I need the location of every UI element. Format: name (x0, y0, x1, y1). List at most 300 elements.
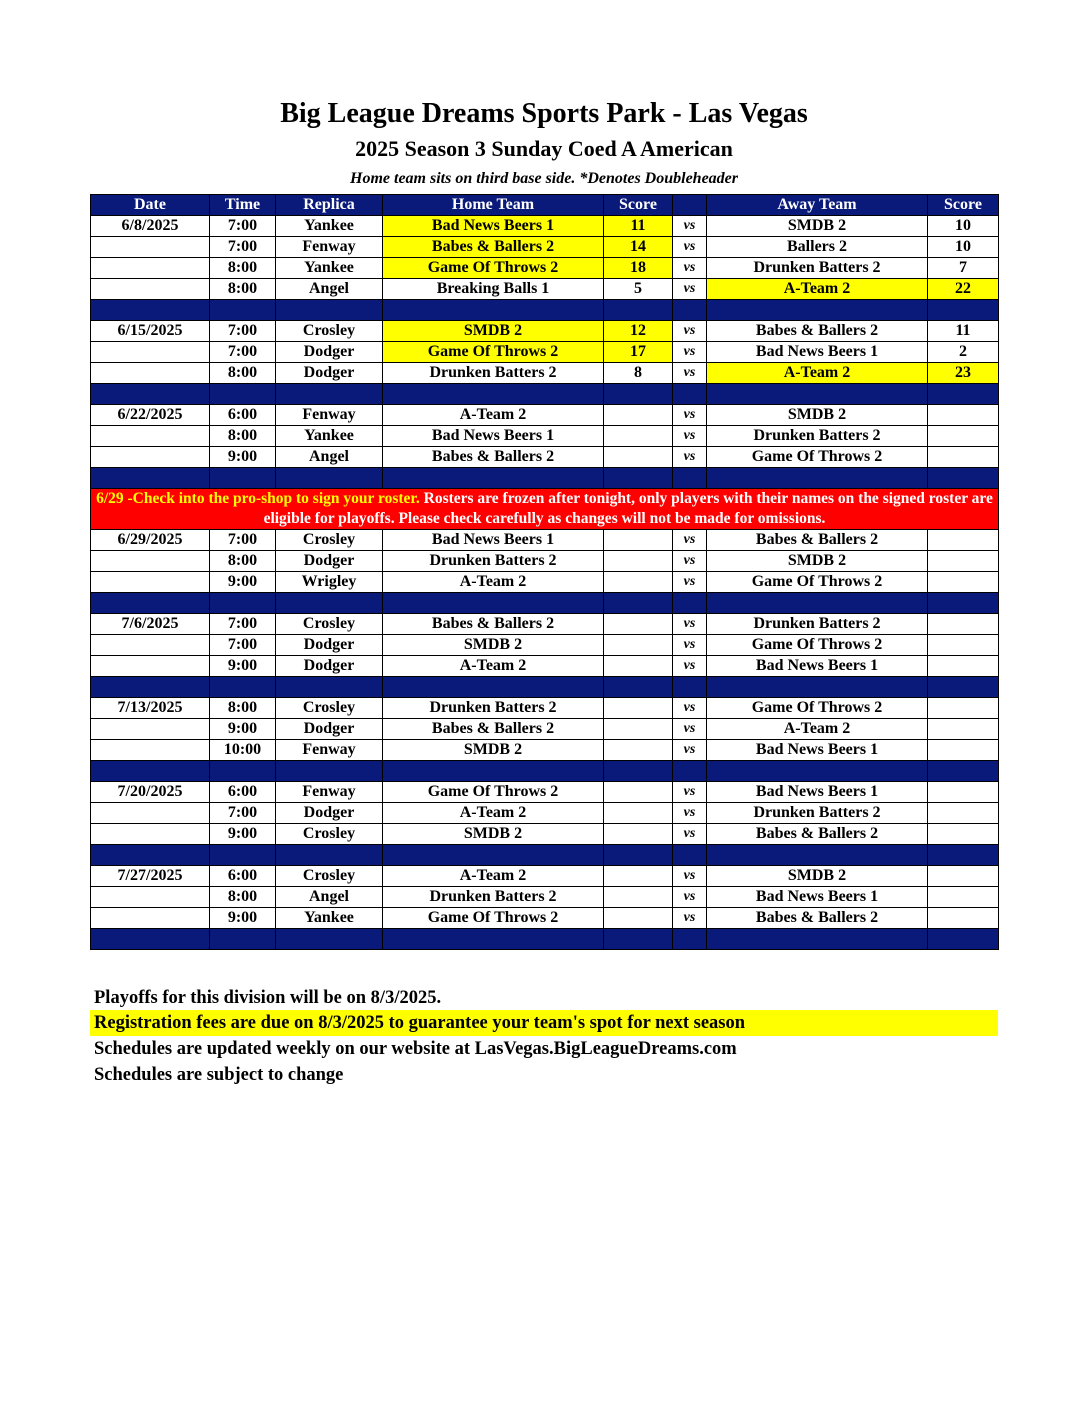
separator-cell (91, 468, 210, 489)
vs-cell: vs (673, 363, 707, 384)
game-row (91, 216, 999, 237)
separator-cell (673, 468, 707, 489)
field-cell: Crosley (276, 530, 383, 551)
away-team-cell: A-Team 2 (707, 279, 928, 300)
away-team-cell: SMDB 2 (707, 551, 928, 572)
home-score-cell (604, 782, 673, 803)
home-team-cell: Babes & Ballers 2 (383, 447, 604, 468)
vs-cell: vs (673, 782, 707, 803)
vs-cell: vs (673, 551, 707, 572)
away-team-cell: Drunken Batters 2 (707, 614, 928, 635)
time-cell: 7:00 (210, 216, 276, 237)
game-row (91, 698, 999, 719)
vs-cell: vs (673, 405, 707, 426)
date-cell: 7/13/2025 (91, 698, 210, 719)
away-team-cell: Bad News Beers 1 (707, 887, 928, 908)
separator-cell (383, 384, 604, 405)
time-cell: 9:00 (210, 719, 276, 740)
time-cell: 7:00 (210, 237, 276, 258)
game-row (91, 363, 999, 384)
game-row (91, 782, 999, 803)
time-cell: 8:00 (210, 698, 276, 719)
separator-cell (276, 929, 383, 950)
game-row (91, 279, 999, 300)
home-team-cell: A-Team 2 (383, 803, 604, 824)
away-team-cell: Ballers 2 (707, 237, 928, 258)
separator-cell (383, 929, 604, 950)
vs-cell: vs (673, 656, 707, 677)
date-cell: 7/20/2025 (91, 782, 210, 803)
game-row (91, 635, 999, 656)
schedule-table (90, 194, 999, 950)
time-cell: 8:00 (210, 426, 276, 447)
home-team-cell: SMDB 2 (383, 740, 604, 761)
game-row (91, 426, 999, 447)
away-team-cell: SMDB 2 (707, 216, 928, 237)
home-team-cell: Game Of Throws 2 (383, 782, 604, 803)
game-row (91, 887, 999, 908)
home-team-cell: A-Team 2 (383, 572, 604, 593)
away-score-cell (928, 614, 999, 635)
home-team-cell: Bad News Beers 1 (383, 426, 604, 447)
date-cell (91, 572, 210, 593)
column-header: Date (91, 195, 210, 216)
week-separator-row (91, 761, 999, 782)
away-team-cell: Drunken Batters 2 (707, 803, 928, 824)
separator-cell (91, 845, 210, 866)
date-cell (91, 908, 210, 929)
separator-cell (928, 845, 999, 866)
separator-cell (276, 300, 383, 321)
field-cell: Crosley (276, 866, 383, 887)
separator-cell (928, 929, 999, 950)
separator-cell (383, 593, 604, 614)
vs-cell: vs (673, 216, 707, 237)
home-score-cell (604, 887, 673, 908)
vs-cell: vs (673, 866, 707, 887)
separator-cell (604, 929, 673, 950)
time-cell: 9:00 (210, 447, 276, 468)
date-cell (91, 803, 210, 824)
field-cell: Crosley (276, 698, 383, 719)
game-row (91, 803, 999, 824)
field-cell: Angel (276, 279, 383, 300)
roster-notice-highlight: 6/29 -Check into the pro-shop to sign your roster. (96, 490, 420, 507)
time-cell: 6:00 (210, 866, 276, 887)
date-cell (91, 279, 210, 300)
home-score-cell (604, 405, 673, 426)
separator-cell (276, 384, 383, 405)
separator-cell (383, 677, 604, 698)
home-score-cell (604, 824, 673, 845)
field-cell: Angel (276, 447, 383, 468)
home-score-cell: 18 (604, 258, 673, 279)
away-team-cell: Bad News Beers 1 (707, 782, 928, 803)
separator-cell (707, 384, 928, 405)
separator-cell (276, 845, 383, 866)
home-score-cell (604, 698, 673, 719)
change-note: Schedules are subject to change (94, 1065, 344, 1085)
home-team-cell: Breaking Balls 1 (383, 279, 604, 300)
home-team-cell: Drunken Batters 2 (383, 887, 604, 908)
field-cell: Yankee (276, 908, 383, 929)
home-score-cell: 12 (604, 321, 673, 342)
time-cell: 7:00 (210, 614, 276, 635)
field-cell: Dodger (276, 803, 383, 824)
date-cell (91, 887, 210, 908)
away-score-cell (928, 426, 999, 447)
home-score-cell (604, 572, 673, 593)
separator-cell (928, 468, 999, 489)
home-team-cell: Bad News Beers 1 (383, 530, 604, 551)
home-score-cell (604, 719, 673, 740)
separator-cell (928, 300, 999, 321)
separator-cell (707, 845, 928, 866)
vs-cell: vs (673, 635, 707, 656)
vs-cell: vs (673, 258, 707, 279)
vs-cell: vs (673, 530, 707, 551)
separator-cell (91, 929, 210, 950)
away-score-cell (928, 782, 999, 803)
separator-cell (673, 929, 707, 950)
date-cell (91, 426, 210, 447)
field-cell: Dodger (276, 635, 383, 656)
away-team-cell: Babes & Ballers 2 (707, 824, 928, 845)
playoffs-note: Playoffs for this division will be on 8/3/2025. (94, 988, 442, 1008)
separator-cell (276, 468, 383, 489)
vs-cell: vs (673, 237, 707, 258)
away-score-cell: 10 (928, 216, 999, 237)
time-cell: 6:00 (210, 405, 276, 426)
home-score-cell (604, 551, 673, 572)
separator-cell (210, 761, 276, 782)
time-cell: 9:00 (210, 908, 276, 929)
away-score-cell (928, 447, 999, 468)
away-score-cell (928, 572, 999, 593)
vs-cell: vs (673, 719, 707, 740)
time-cell: 8:00 (210, 258, 276, 279)
home-team-cell: Babes & Ballers 2 (383, 614, 604, 635)
time-cell: 7:00 (210, 530, 276, 551)
separator-cell (210, 845, 276, 866)
week-separator-row (91, 384, 999, 405)
date-cell (91, 635, 210, 656)
separator-cell (210, 300, 276, 321)
separator-cell (210, 593, 276, 614)
home-team-cell: Game Of Throws 2 (383, 258, 604, 279)
away-score-cell: 2 (928, 342, 999, 363)
away-score-cell (928, 698, 999, 719)
field-cell: Crosley (276, 321, 383, 342)
game-row (91, 908, 999, 929)
date-cell: 6/22/2025 (91, 405, 210, 426)
week-separator-row (91, 593, 999, 614)
time-cell: 6:00 (210, 782, 276, 803)
roster-notice (91, 489, 999, 530)
separator-cell (383, 300, 604, 321)
home-team-cell: Bad News Beers 1 (383, 216, 604, 237)
game-row (91, 321, 999, 342)
separator-cell (91, 677, 210, 698)
home-score-cell: 8 (604, 363, 673, 384)
separator-cell (91, 300, 210, 321)
away-team-cell: SMDB 2 (707, 405, 928, 426)
separator-cell (210, 929, 276, 950)
separator-cell (210, 384, 276, 405)
separator-cell (673, 761, 707, 782)
vs-cell: vs (673, 426, 707, 447)
date-cell: 6/15/2025 (91, 321, 210, 342)
date-cell (91, 258, 210, 279)
home-team-cell: Game Of Throws 2 (383, 342, 604, 363)
separator-cell (928, 677, 999, 698)
week-separator-row (91, 845, 999, 866)
away-team-cell: Game Of Throws 2 (707, 635, 928, 656)
away-score-cell (928, 551, 999, 572)
game-row (91, 824, 999, 845)
away-team-cell: Drunken Batters 2 (707, 258, 928, 279)
date-cell (91, 719, 210, 740)
away-score-cell: 11 (928, 321, 999, 342)
separator-cell (383, 468, 604, 489)
date-cell: 6/8/2025 (91, 216, 210, 237)
home-team-cell: SMDB 2 (383, 824, 604, 845)
home-score-cell (604, 447, 673, 468)
column-header (673, 195, 707, 216)
away-score-cell (928, 405, 999, 426)
roster-notice-row (91, 489, 999, 530)
vs-cell: vs (673, 887, 707, 908)
home-score-cell: 5 (604, 279, 673, 300)
away-team-cell: Babes & Ballers 2 (707, 321, 928, 342)
away-team-cell: Drunken Batters 2 (707, 426, 928, 447)
game-row (91, 551, 999, 572)
away-score-cell (928, 656, 999, 677)
separator-cell (707, 929, 928, 950)
date-cell (91, 363, 210, 384)
home-team-cell: SMDB 2 (383, 635, 604, 656)
separator-cell (707, 468, 928, 489)
away-team-cell: Game Of Throws 2 (707, 447, 928, 468)
time-cell: 8:00 (210, 551, 276, 572)
home-team-cell: A-Team 2 (383, 866, 604, 887)
home-score-cell: 11 (604, 216, 673, 237)
separator-cell (604, 677, 673, 698)
separator-cell (276, 761, 383, 782)
separator-cell (673, 300, 707, 321)
home-team-cell: Game Of Throws 2 (383, 908, 604, 929)
field-cell: Crosley (276, 614, 383, 635)
away-score-cell (928, 635, 999, 656)
column-header: Away Team (707, 195, 928, 216)
column-header: Score (928, 195, 999, 216)
vs-cell: vs (673, 824, 707, 845)
separator-cell (673, 384, 707, 405)
separator-cell (707, 761, 928, 782)
field-cell: Fenway (276, 782, 383, 803)
separator-cell (210, 468, 276, 489)
separator-cell (91, 593, 210, 614)
time-cell: 8:00 (210, 887, 276, 908)
away-team-cell: Bad News Beers 1 (707, 740, 928, 761)
time-cell: 9:00 (210, 824, 276, 845)
game-row (91, 258, 999, 279)
home-team-cell: A-Team 2 (383, 405, 604, 426)
registration-note: Registration fees are due on 8/3/2025 to guarantee your team's spot for next season (90, 1010, 998, 1036)
vs-cell: vs (673, 572, 707, 593)
time-cell: 9:00 (210, 656, 276, 677)
time-cell: 7:00 (210, 803, 276, 824)
week-separator-row (91, 677, 999, 698)
field-cell: Crosley (276, 824, 383, 845)
schedule-body (91, 216, 999, 950)
time-cell: 7:00 (210, 342, 276, 363)
field-cell: Yankee (276, 216, 383, 237)
home-score-cell: 17 (604, 342, 673, 363)
away-team-cell: A-Team 2 (707, 363, 928, 384)
date-cell: 6/29/2025 (91, 530, 210, 551)
page-subtitle: 2025 Season 3 Sunday Coed A American (355, 136, 733, 161)
game-row (91, 237, 999, 258)
vs-cell: vs (673, 614, 707, 635)
home-score-cell (604, 908, 673, 929)
date-cell: 7/6/2025 (91, 614, 210, 635)
separator-cell (276, 593, 383, 614)
game-row (91, 656, 999, 677)
separator-cell (276, 677, 383, 698)
date-cell (91, 656, 210, 677)
away-score-cell (928, 530, 999, 551)
away-score-cell: 23 (928, 363, 999, 384)
home-score-cell (604, 426, 673, 447)
date-cell (91, 551, 210, 572)
home-score-cell (604, 635, 673, 656)
home-team-cell: A-Team 2 (383, 656, 604, 677)
away-score-cell (928, 719, 999, 740)
website-note: Schedules are updated weekly on our website at LasVegas.BigLeagueDreams.com (94, 1039, 737, 1059)
separator-cell (673, 593, 707, 614)
separator-cell (383, 845, 604, 866)
field-cell: Fenway (276, 740, 383, 761)
roster-notice-text: Rosters are frozen after tonight, only players with their names on the signed roster are eligible for playoffs. Please check carefully as changes will not be made for omissions. (263, 490, 993, 527)
field-cell: Dodger (276, 656, 383, 677)
separator-cell (928, 384, 999, 405)
separator-cell (604, 761, 673, 782)
field-cell: Dodger (276, 719, 383, 740)
away-score-cell: 7 (928, 258, 999, 279)
field-cell: Wrigley (276, 572, 383, 593)
away-score-cell (928, 824, 999, 845)
field-cell: Yankee (276, 258, 383, 279)
separator-cell (604, 593, 673, 614)
date-cell: 7/27/2025 (91, 866, 210, 887)
away-team-cell: Bad News Beers 1 (707, 342, 928, 363)
home-score-cell (604, 656, 673, 677)
away-team-cell: Bad News Beers 1 (707, 656, 928, 677)
vs-cell: vs (673, 908, 707, 929)
home-team-cell: Drunken Batters 2 (383, 698, 604, 719)
time-cell: 7:00 (210, 635, 276, 656)
separator-cell (707, 593, 928, 614)
away-score-cell (928, 803, 999, 824)
separator-cell (673, 677, 707, 698)
separator-cell (928, 593, 999, 614)
date-cell (91, 740, 210, 761)
away-score-cell (928, 740, 999, 761)
game-row (91, 405, 999, 426)
field-cell: Yankee (276, 426, 383, 447)
home-team-cell: Babes & Ballers 2 (383, 237, 604, 258)
week-separator-row (91, 468, 999, 489)
away-score-cell: 10 (928, 237, 999, 258)
home-score-cell: 14 (604, 237, 673, 258)
page-title: Big League Dreams Sports Park - Las Vegas (280, 98, 808, 129)
home-team-cell: Drunken Batters 2 (383, 363, 604, 384)
time-cell: 8:00 (210, 279, 276, 300)
game-row (91, 342, 999, 363)
game-row (91, 866, 999, 887)
separator-cell (383, 761, 604, 782)
week-separator-row (91, 300, 999, 321)
separator-cell (707, 300, 928, 321)
field-cell: Dodger (276, 342, 383, 363)
separator-cell (673, 845, 707, 866)
date-cell (91, 824, 210, 845)
separator-cell (604, 845, 673, 866)
away-team-cell: Babes & Ballers 2 (707, 530, 928, 551)
field-cell: Dodger (276, 363, 383, 384)
away-team-cell: SMDB 2 (707, 866, 928, 887)
separator-cell (210, 677, 276, 698)
game-row (91, 740, 999, 761)
column-header: Score (604, 195, 673, 216)
column-header: Time (210, 195, 276, 216)
separator-cell (604, 384, 673, 405)
away-score-cell (928, 866, 999, 887)
date-cell (91, 237, 210, 258)
game-row (91, 572, 999, 593)
home-team-cell: SMDB 2 (383, 321, 604, 342)
away-team-cell: A-Team 2 (707, 719, 928, 740)
field-cell: Angel (276, 887, 383, 908)
date-cell (91, 447, 210, 468)
away-score-cell (928, 887, 999, 908)
away-score-cell (928, 908, 999, 929)
vs-cell: vs (673, 279, 707, 300)
home-score-cell (604, 740, 673, 761)
time-cell: 7:00 (210, 321, 276, 342)
field-cell: Fenway (276, 237, 383, 258)
week-separator-row (91, 929, 999, 950)
separator-cell (91, 384, 210, 405)
separator-cell (91, 761, 210, 782)
game-row (91, 614, 999, 635)
home-score-cell (604, 614, 673, 635)
field-cell: Fenway (276, 405, 383, 426)
home-score-cell (604, 866, 673, 887)
home-team-cell: Drunken Batters 2 (383, 551, 604, 572)
vs-cell: vs (673, 803, 707, 824)
separator-cell (604, 300, 673, 321)
field-cell: Dodger (276, 551, 383, 572)
away-score-cell: 22 (928, 279, 999, 300)
separator-cell (707, 677, 928, 698)
away-team-cell: Babes & Ballers 2 (707, 908, 928, 929)
game-row (91, 447, 999, 468)
game-row (91, 719, 999, 740)
vs-cell: vs (673, 698, 707, 719)
separator-cell (604, 468, 673, 489)
